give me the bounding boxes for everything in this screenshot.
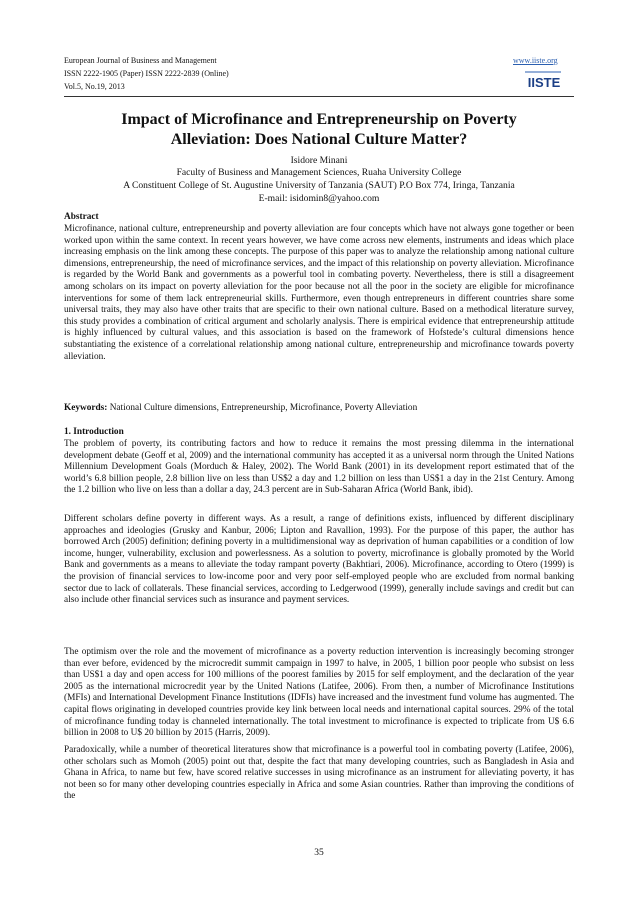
author-affiliation-2: A Constituent College of St. Augustine University of Tanzania (SAUT) P.O Box 774, Iringa, Tanzania bbox=[123, 180, 515, 191]
page-number: 35 bbox=[314, 848, 324, 858]
intro-paragraph-1: The problem of poverty, its contributing factors and how to reduce it remains the most pressing dilemma in the international development debate (Geoff et al, 2009) and the international community has accepted it as a universal norm through the United Nations Millennium Development Goals (Morduch & Haley, 2002). The World Bank (2001) in its development report estimated that of the world’s 6.8 billion people, 2.8 billion live on less than US$2 a day and 1.2 billion on less than US$1 a day in the 21st Century. Among the 1.2 billion who live on less than a dollar a day, 24.3 percent are in Sub-Saharan Africa (World Bank, ibid). bbox=[64, 439, 574, 496]
paper-title-line-2: Alleviation: Does National Culture Matter? bbox=[170, 131, 468, 148]
issn-line: ISSN 2222-1905 (Paper) ISSN 2222-2839 (Online) bbox=[64, 69, 229, 78]
paper-title-line-1: Impact of Microfinance and Entrepreneurship on Poverty bbox=[121, 111, 517, 128]
author-affiliation-1: Faculty of Business and Management Sciences, Ruaha University College bbox=[176, 167, 462, 178]
author-email: E-mail: isidomin8@yahoo.com bbox=[258, 193, 380, 204]
abstract-heading: Abstract bbox=[64, 212, 99, 222]
intro-paragraph-2: Different scholars define poverty in different ways. As a result, a range of definitions exists, influenced by different disciplinary approaches and ideologies (Grusky and Kanbur, 2006; Lipton and Ravallion, 1993). For the purpose of this paper, the author has borrowed Arch (2005) definition; defining poverty in a multidimensional way as deprivation of human capabilities or a condition of low income, hunger, vulnerability, exclusion and powerlessness. As a solution to poverty, microfinance is globally promoted by the World Bank and governments as a means to alleviate the today rampant poverty (Bakhtiari, 2006). Microfinance, according to Otero (1999) is the provision of financial services to low-income poor and very poor self-employed people who are excluded from normal banking sector due to lack of collaterals. These financial services, according to Ledgerwood (1999), generally include savings and credit but can also include other financial services such as insurance and payment services. bbox=[64, 514, 574, 606]
introduction-heading: 1. Introduction bbox=[64, 427, 124, 437]
keywords-list: National Culture dimensions, Entrepreneurship, Microfinance, Poverty Alleviation bbox=[107, 403, 418, 413]
iiste-logo bbox=[521, 68, 567, 92]
author-name: Isidore Minani bbox=[290, 155, 348, 166]
intro-paragraph-4: Paradoxically, while a number of theoretical literatures show that microfinance is a powerful tool in combating poverty (Latifee, 2006), other scholars such as Momoh (2005) point out that, despite the fact that many developing countries, such as Bangladesh in Asia and Ghana in Africa, to name but few, have scored relative successes in using microfinance as an instrument for alleviating poverty, it has not been so for many other developing countries especially in Africa and some Asian countries. Rather than improving the conditions of the bbox=[64, 745, 574, 802]
intro-paragraph-3: The optimism over the role and the movement of microfinance as a poverty reduction intervention is increasingly becoming stronger than ever before, evidenced by the microcredit summit campaign in 1997 to halve, in 2005, 1 billion poor people who subsist on less than US$1 a day and open access for 100 millions of the poorest families by 2015 for self employment, and the declaration of the year 2005 as the international microcredit year by the United Nations (Latifee, 2006). From then, a number of Microfinance Institutions (MFIs) and International Development Finance Institutions (IDFIs) have increased and the investment fund volume has augmented. The capital flows originating in developed countries provide key link between local needs and international capital sources. 29% of the total of microfinance funding today is channeled internationally. The total investment to microfinance is expected to triplicate from U$ 6.6 billion in 2008 to U$ 20 billion by 2015 (Harris, 2009). bbox=[64, 647, 574, 739]
journal-name: European Journal of Business and Management bbox=[64, 56, 217, 65]
keywords-line bbox=[64, 403, 574, 415]
keywords-label: Keywords: bbox=[64, 403, 108, 413]
logo-wordmark: IISTE bbox=[527, 75, 561, 90]
abstract-text: Microfinance, national culture, entrepreneurship and poverty alleviation are four concepts which have not always gone together or been worked upon within the same context. In recent years however, we have come across new elements, instruments and ideas which place increasing emphasis on the link among these concepts. The purpose of this paper was to analyze the relationship among national culture dimensions, entrepreneurship, the need of microfinance services, and the impact of this relationship on poverty alleviation. Microfinance is regarded by the World Bank and governments as a powerful tool in combating poverty. Nevertheless, there is still a disagreement among scholars on its impact on poverty alleviation for the poor because not all the poor in the society are eligible for microfinance interventions for some of them lack entrepreneurial skills. Furthermore, even though entrepreneurs in different countries share some universal traits, they may also have other traits that are specific to their own national culture. Based on a methodical literature survey, this study provides a combination of critical argument and scholarly analysis. There is empirical evidence that entrepreneurship attitude is highly influenced by cultural values, and this association is based on the framework of Hofstede’s cultural dimensions hence substantiating the existence of a correlational relationship among national culture, entrepreneurship and microfinance towards poverty alleviation. bbox=[64, 224, 574, 362]
journal-website-link[interactable]: www.iiste.org bbox=[513, 56, 558, 65]
header-divider bbox=[64, 96, 574, 97]
volume-line: Vol.5, No.19, 2013 bbox=[64, 82, 125, 91]
